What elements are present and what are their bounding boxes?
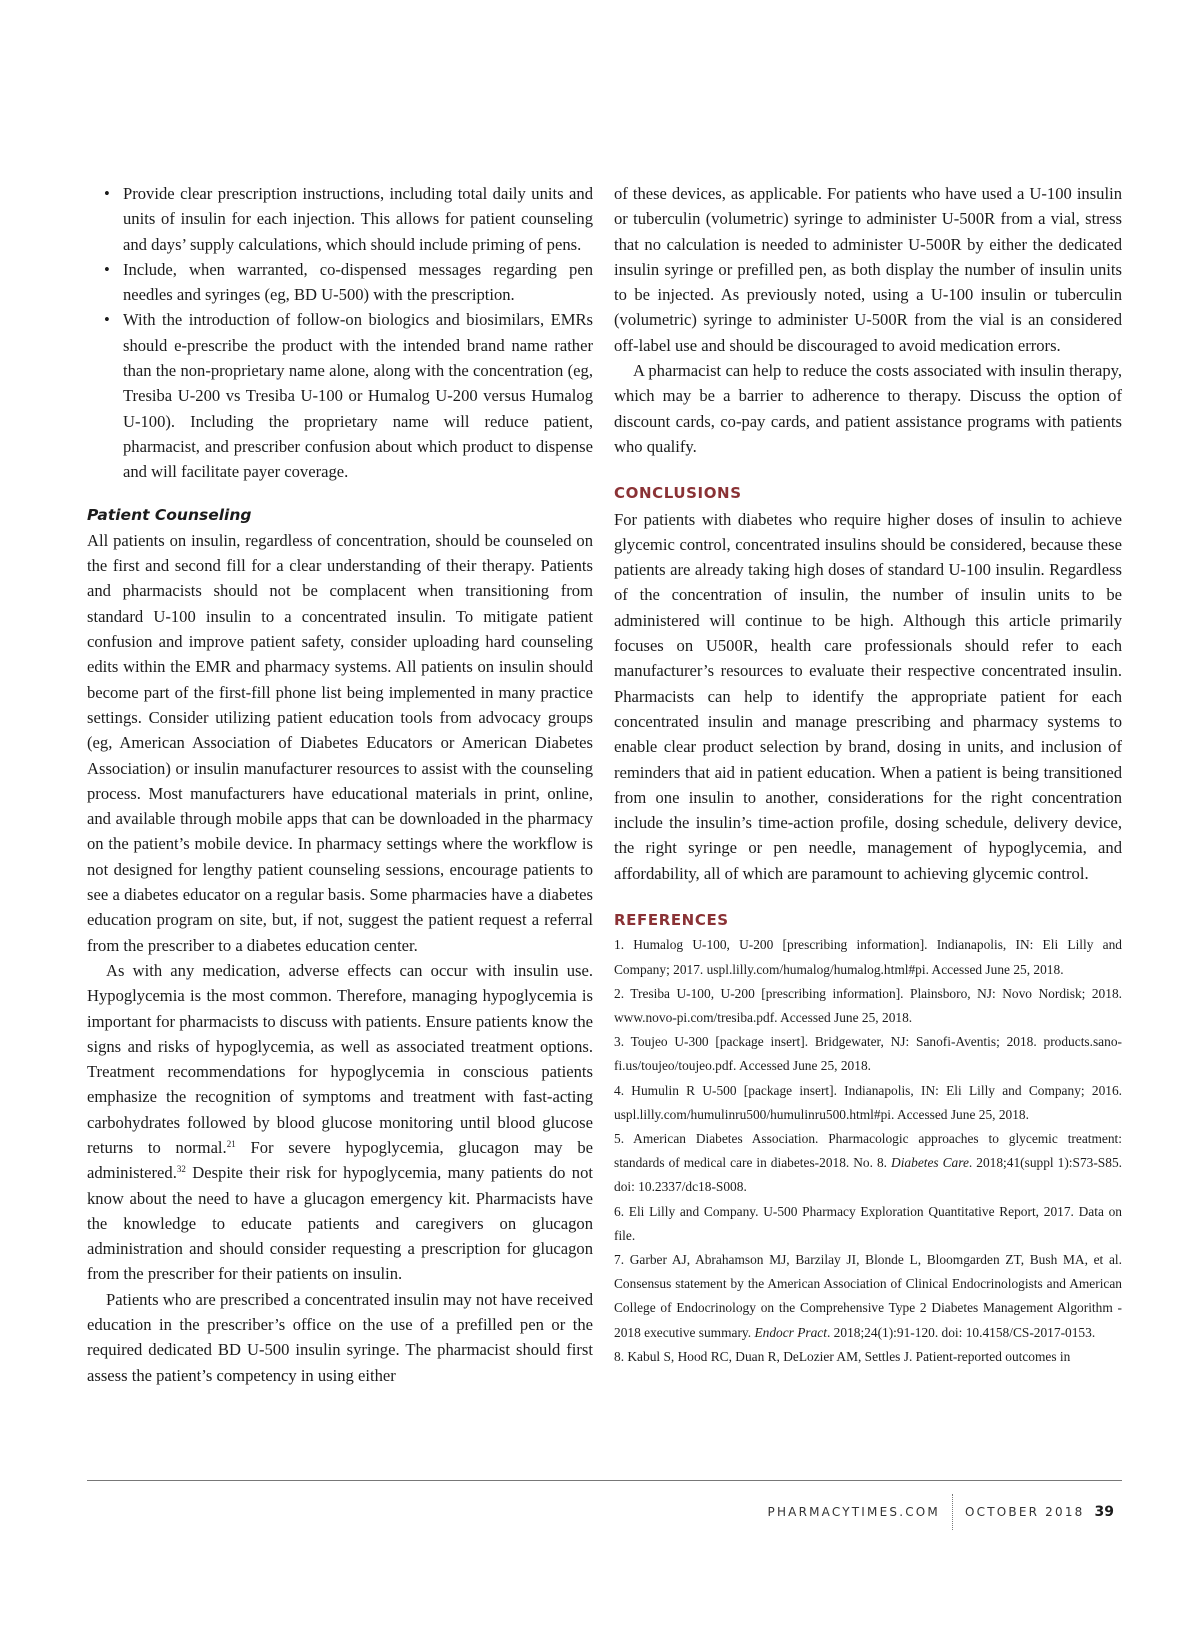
left-column (87, 181, 593, 1388)
body-paragraph (87, 958, 593, 1287)
bullet-icon: • (104, 310, 110, 330)
paragraph-segment: Despite their risk for hypoglycemia, many patients do not know about the need to have a glucagon emergency kit. Pharmacists have the knowledge to educate patients and caregivers on glucagon administration and should consider requesting a prescription for glucagon from the prescriber for their patients on insulin. (87, 1163, 593, 1284)
references-list (614, 933, 1122, 1369)
reference-item (614, 933, 1122, 981)
list-item (87, 307, 593, 484)
reference-text: 7. Garber AJ, Abrahamson MJ, Barzilay JI, Blonde L, Bloomgarden ZT, Bush MA, et al. Consensus statement by the American Association of Clinical Endocrinologists and American College of Endocrinology on the Comprehensive Type 2 Diabetes Management Algorithm - 2018 executive summary. (614, 1251, 1122, 1340)
reference-text-end: . 2018;41(suppl 1):S73-S85. doi: 10.2337/dc18-S008. (614, 1155, 1122, 1195)
references-heading: REFERENCES (614, 911, 729, 930)
reference-item (614, 1248, 1122, 1345)
paragraph-segment: For severe hypoglycemia, glucagon may be administered. (87, 1137, 594, 1183)
footer-date: OCTOBER 2018 (965, 1505, 1085, 1519)
reference-item (614, 1079, 1122, 1127)
reference-item (614, 1127, 1122, 1200)
conclusions-heading: CONCLUSIONS (614, 484, 742, 503)
reference-text-end: . 2018;24(1):91-120. doi: 10.4158/CS-2017-0153. (826, 1324, 1096, 1340)
reference-text: 2. Tresiba U-100, U-200 [prescribing information]. Plainsboro, NJ: Novo Nordisk; 2018. www.novo-pi.com/tresiba.pdf. Accessed June 25, 2018. (614, 985, 1122, 1025)
footer-separator (952, 1494, 953, 1530)
reference-text: 8. Kabul S, Hood RC, Duan R, DeLozier AM, Settles J. Patient-reported outcomes in (614, 1348, 1071, 1364)
reference-journal: Diabetes Care (891, 1155, 969, 1171)
bullet-text: Include, when warranted, co-dispensed messages regarding pen needles and syringes (eg, BD U-500) with the prescription. (123, 259, 593, 305)
bullet-icon: • (104, 184, 110, 203)
reference-item (614, 982, 1122, 1030)
footer-divider (87, 1480, 1122, 1481)
reference-text: 4. Humulin R U-500 [package insert]. Indianapolis, IN: Eli Lilly and Company; 2016. uspl.lilly.com/humulinru500/humulinru500.html#pi. Accessed June 25, 2018. (614, 1082, 1122, 1122)
conclusions-paragraph: For patients with diabetes who require higher doses of insulin to achieve glycemic control, concentrated insulins should be considered, because these patients are already taking high doses of standard U-100 insulin. Regardless of the concentration of insulin, the number of insulin units to be administered will continue to be high. Although this article primarily focuses on U500R, health care professionals should refer to each manufacturer’s resources to evaluate their respective concentrated insulin. Pharmacists can help to identify the appropriate patient for each concentrated insulin and manage prescribing and pharmacy systems to enable clear product selection by brand, dosing in units, and inclusion of reminders that aid in patient education. When a patient is being transitioned from one insulin to another, considerations for the right concentration include the insulin’s time-action profile, dosing schedule, delivery device, the right syringe or pen needle, management of hypoglycemia, and affordability, all of which are paramount to achieving glycemic control. (614, 509, 1122, 883)
body-paragraph: A pharmacist can help to reduce the costs associated with insulin therapy, which may be a barrier to adherence to therapy. Discuss the option of discount cards, co-pay cards, and patient assistance programs with patients who qualify. (614, 361, 1122, 456)
reference-text: 3. Toujeo U-300 [package insert]. Bridgewater, NJ: Sanofi-Aventis; 2018. products.sanofi.us/toujeo/toujeo.pdf. Accessed June 25, 2018. (614, 1034, 1122, 1074)
patient-counseling-subhead: Patient Counseling (87, 505, 252, 524)
citation-marker: 32 (176, 1164, 186, 1175)
page-footer (768, 1494, 1114, 1530)
reference-text: 5. American Diabetes Association. Pharmacologic approaches to glycemic treatment: standards of medical care in diabetes-2018. No. 8. (614, 1130, 1122, 1171)
footer-site: PHARMACYTIMES.COM (767, 1505, 940, 1519)
reference-text: 6. Eli Lilly and Company. U-500 Pharmacy Exploration Quantitative Report, 2017. Data on file. (614, 1203, 1122, 1243)
reference-text: 1. Humalog U-100, U-200 [prescribing information]. Indianapolis, IN: Eli Lilly and Company; 2017. uspl.lilly.com/humalog/humalog.html#pi. Accessed June 25, 2018. (614, 937, 1122, 977)
list-item (87, 257, 593, 308)
citation-marker: 21 (226, 1138, 236, 1149)
bullet-text: Provide clear prescription instructions, including total daily units and units of insulin for each injection. This allows for patient counseling and days’ supply calculations, which should include priming of pens. (123, 184, 593, 254)
reference-journal: Endocr Pract (754, 1324, 827, 1340)
body-paragraph: All patients on insulin, regardless of concentration, should be counseled on the first and second fill for a clear understanding of their therapy. Patients and pharmacists should not be complacent when transitioning from standard U-100 insulin to a concentrated insulin. To mitigate patient confusion and improve patient safety, consider uploading hard counseling edits within the EMR and pharmacy systems. All patients on insulin should become part of the first-fill phone list being implemented in many practice settings. Consider utilizing patient education tools from advocacy groups (eg, American Association of Diabetes Educators or American Diabetes Association) or insulin manufacturer resources to assist with the counseling process. Most manufacturers have educational materials in print, online, and available through mobile apps that can be downloaded in the pharmacy on the patient’s mobile device. In pharmacy settings where the workflow is not designed for lengthy patient counseling sessions, encourage patients to see a diabetes educator on a regular basis. Some pharmacies have a diabetes education program on site, but, if not, suggest the patient request a referral from the prescriber to a diabetes education center. (87, 530, 593, 955)
right-column (614, 181, 1122, 1369)
list-item (87, 181, 593, 257)
reference-item (614, 1030, 1122, 1078)
recommendation-list (87, 181, 593, 485)
page-number: 39 (1094, 1504, 1114, 1520)
body-paragraph: Patients who are prescribed a concentrated insulin may not have received education in the prescriber’s office on the use of a prefilled pen or the required dedicated BD U-500 insulin syringe. The pharmacist should first assess the patient’s competency in using either (87, 1289, 593, 1385)
reference-item (614, 1345, 1122, 1369)
paragraph-segment: As with any medication, adverse effects can occur with insulin use. Hypoglycemia is the most common. Therefore, managing hypoglycemia is important for pharmacists to discuss with patients. Ensure patients know the signs and risks of hypoglycemia, as well as associated treatment options. Treatment recommendations for hypoglycemia in conscious patients emphasize the recognition of symptoms and treatment with fast-acting carbohydrates followed by blood glucose monitoring until blood glucose returns to normal. (87, 960, 593, 1157)
bullet-text: With the introduction of follow-on biologics and biosimilars, EMRs should e-prescribe the product with the intended brand name rather than the non-proprietary name alone, along with the concentration (eg, Tresiba U-200 vs Tresiba U-100 or Humalog U-200 versus Humalog U-100). Including the proprietary name will reduce patient, pharmacist, and prescriber confusion about which product to dispense and will facilitate payer coverage. (123, 310, 593, 482)
reference-item (614, 1200, 1122, 1248)
body-paragraph: of these devices, as applicable. For patients who have used a U-100 insulin or tuberculin (volumetric) syringe to administer U-500R from a vial, stress that no calculation is needed to administer U-500R by either the dedicated insulin syringe or prefilled pen, as both display the number of insulin units to be injected. As previously noted, using a U-100 insulin or tuberculin (volumetric) syringe to administer U-500R from the vial is an considered off-label use and should be discouraged to avoid medication errors. (614, 184, 1122, 355)
bullet-icon: • (104, 259, 110, 279)
